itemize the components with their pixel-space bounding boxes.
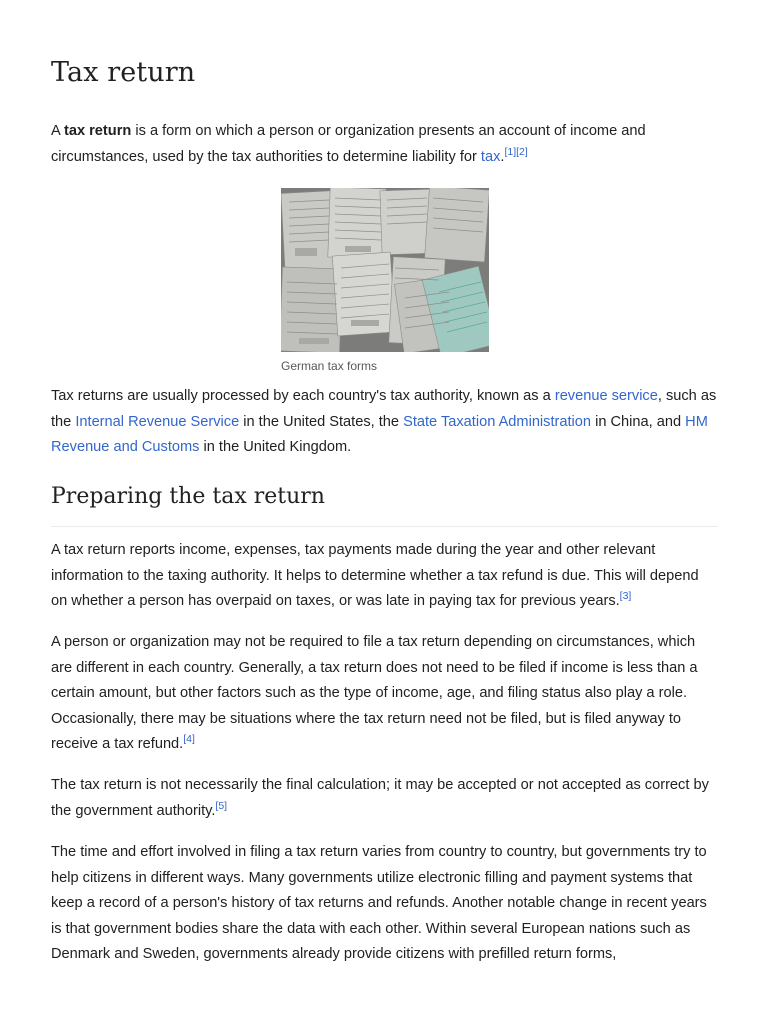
figure-german-tax-forms <box>281 188 489 374</box>
section-divider <box>51 526 718 527</box>
citation-3[interactable]: [3] <box>619 590 632 603</box>
intro-text: , such as the <box>51 388 717 430</box>
intro-text: in China, and <box>591 413 686 430</box>
figure-caption: German tax forms <box>281 359 378 373</box>
link-hm-revenue-and-customs[interactable]: HM Revenue and Customs <box>51 413 708 455</box>
citation-1[interactable]: [1] <box>504 145 517 158</box>
section-paragraph-2 <box>51 630 718 758</box>
tax-forms-image[interactable] <box>281 188 489 352</box>
citation-5[interactable]: [5] <box>215 799 228 812</box>
link-revenue-service[interactable]: revenue service <box>554 388 658 404</box>
page-title: Tax return <box>51 57 196 88</box>
intro-paragraph-2 <box>51 384 718 461</box>
paragraph-text: The tax return is not necessarily the final calculation; it may be accepted or not accepted as correct by the government authority. <box>51 777 709 819</box>
bold-term: tax return <box>63 123 132 139</box>
paragraph-text: A tax return reports income, expenses, tax payments made during the year and other relevant information to the taxing authority. It helps to determine whether a tax refund is due. This will depend on whether a person has overpaid on taxes, or was late in paying tax for previous years. <box>51 542 699 609</box>
section-paragraph-3 <box>51 773 718 824</box>
section-heading-preparing: Preparing the tax return <box>51 484 325 509</box>
section-paragraph-4 <box>51 840 718 968</box>
intro-paragraph-1 <box>51 119 718 170</box>
citation-4[interactable]: [4] <box>183 733 195 746</box>
intro-text: is a form on which a person or organization presents an account of income and circumstances, used by the tax authorities to determine liability for <box>51 123 646 165</box>
intro-text: Tax returns are usually processed by each country's tax authority, known as a <box>51 388 555 404</box>
intro-text: in the United Kingdom. <box>199 439 352 455</box>
intro-text: . <box>500 148 505 165</box>
paragraph-text: A person or organization may not be required to file a tax return depending on circumstances, which are different in each country. Generally, a tax return does not need to be filed if income is less than a certain amount, but other factors such as the type of income, age, and filing status also play a role. Occasionally, there may be situations where the tax return need not be filed, but is filed anyway to receive a tax refund. <box>51 634 698 752</box>
link-tax[interactable]: tax <box>480 148 501 165</box>
intro-text: A <box>51 123 64 139</box>
intro-text: in the United States, the <box>239 413 404 430</box>
paragraph-text: The time and effort involved in filing a tax return varies from country to country, but governments try to help citizens in different ways. Many governments utilize electronic filling and payment systems that keep a record of a person's history of tax returns and refunds. Another notable change in recent years is that government bodies share the data with each other. Within several European nations such as Denmark and Sweden, governments already provide citizens with prefilled return forms, <box>51 844 707 962</box>
link-state-taxation-administration[interactable]: State Taxation Administration <box>403 413 592 430</box>
link-internal-revenue-service[interactable]: Internal Revenue Service <box>75 413 240 430</box>
section-paragraph-1 <box>51 538 718 615</box>
citation-2[interactable]: [2] <box>516 145 528 158</box>
